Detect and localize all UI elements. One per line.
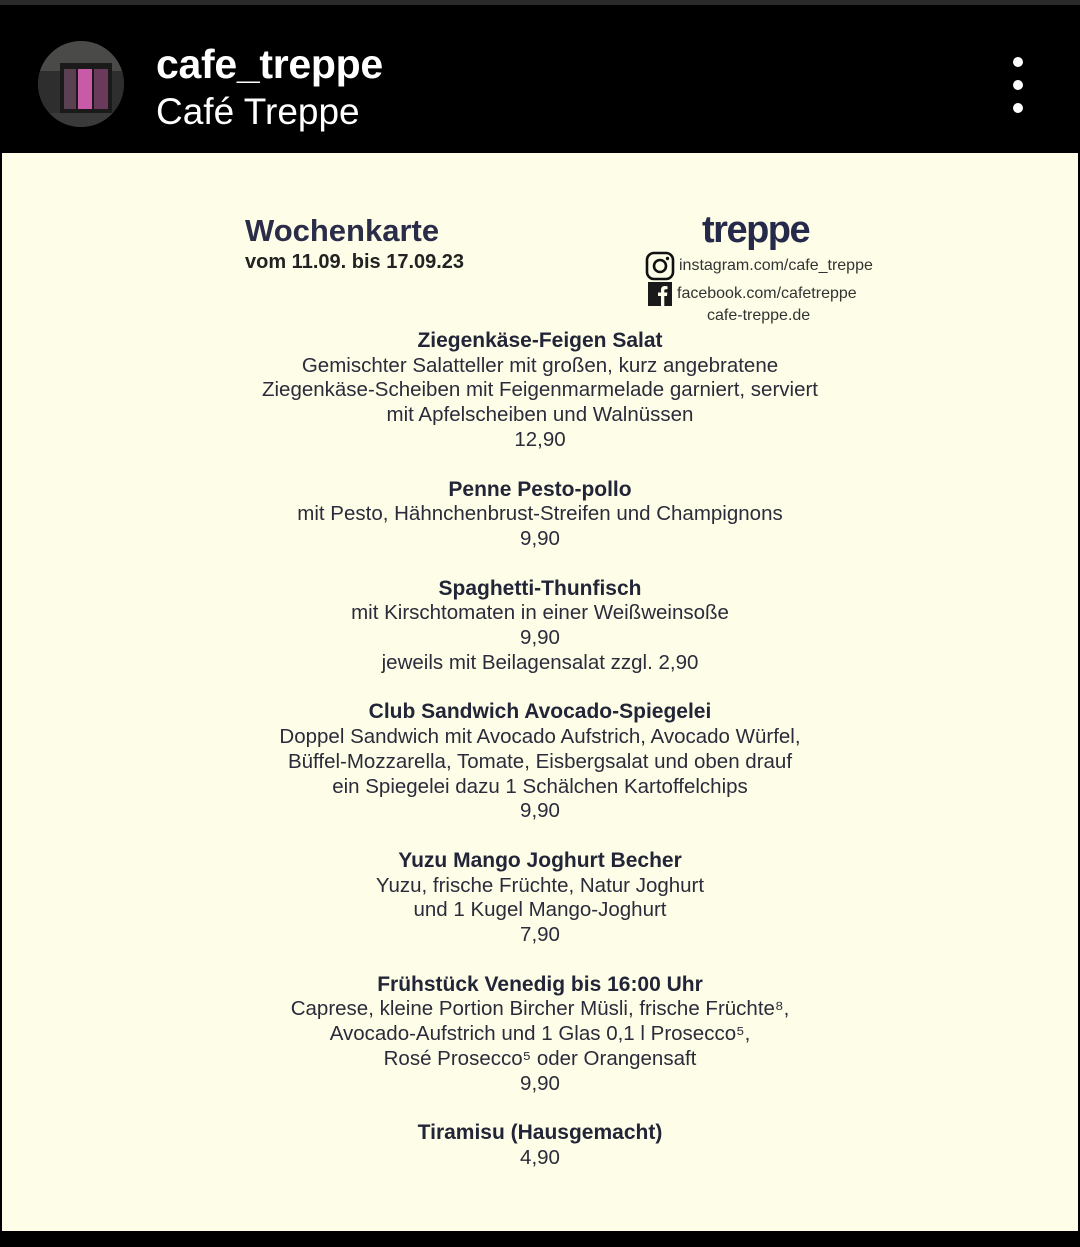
menu-item-price: 9,90 [520, 626, 560, 650]
menu-item-line: Yuzu, frische Früchte, Natur Joghurt [375, 873, 705, 897]
menu-item [2, 329, 1078, 453]
profile-display-name: Café Treppe [156, 91, 360, 132]
menu-dates: vom 11.09. bis 17.09.23 [245, 251, 465, 273]
menu-item-line: und 1 Kugel Mango-Joghurt [413, 898, 667, 922]
menu-title: Wochenkarte [245, 213, 440, 248]
instagram-icon [645, 251, 675, 281]
menu-item-price: 12,90 [514, 427, 566, 451]
menu-item-line: Gemischter Salatteller mit großen, kurz angebratene [301, 353, 779, 377]
bottom-bar [0, 1231, 1080, 1247]
instagram-link: instagram.com/cafe_treppe [679, 257, 873, 274]
menu-item-name: Penne Pesto-pollo [448, 477, 632, 501]
menu-item-line: Doppel Sandwich mit Avocado Aufstrich, Avocado Würfel, [279, 725, 801, 749]
menu-item-name: Frühstück Venedig bis 16:00 Uhr [377, 972, 703, 996]
profile-avatar[interactable] [38, 41, 124, 127]
post-image [2, 153, 1078, 1231]
post-header [0, 0, 1080, 153]
menu-item [2, 849, 1078, 948]
menu-item-name: Club Sandwich Avocado-Spiegelei [368, 700, 712, 724]
menu-item-name: Ziegenkäse-Feigen Salat [417, 329, 663, 352]
storefront-photo-icon [38, 41, 124, 127]
menu-item [2, 1121, 1078, 1170]
menu-item-price: 9,90 [520, 1071, 560, 1095]
menu-item-price: 4,90 [520, 1145, 560, 1169]
menu-item-price: 7,90 [520, 923, 560, 947]
menu-item-name: Yuzu Mango Joghurt Becher [398, 848, 682, 872]
menu-item-line: Caprese, kleine Portion Bircher Müsli, frische Früchte⁸, [290, 997, 790, 1021]
menu-item-line: mit Kirschtomaten in einer Weißweinsoße [351, 601, 729, 625]
menu-item [2, 700, 1078, 824]
facebook-icon [647, 281, 673, 307]
website-link: cafe-treppe.de [707, 307, 811, 324]
cafe-logo: treppe [702, 209, 810, 251]
facebook-link: facebook.com/cafetreppe [677, 285, 857, 302]
menu-item-name: Tiramisu (Hausgemacht) [417, 1121, 663, 1145]
more-options-icon[interactable] [998, 57, 1038, 113]
profile-username[interactable]: cafe_treppe [156, 41, 383, 87]
menu-item-line: Ziegenkäse-Scheiben mit Feigenmarmelade garniert, serviert [261, 378, 819, 402]
menu-item-line: Büffel-Mozzarella, Tomate, Eisbergsalat und oben drauf [287, 749, 793, 773]
menu-item-price: 9,90 [520, 799, 560, 823]
menu-item-line: Rosé Prosecco⁵ oder Orangensaft [383, 1046, 697, 1070]
menu-item-line: jeweils mit Beilagensalat zzgl. 2,90 [381, 650, 699, 674]
menu-item [2, 478, 1078, 552]
menu-item-line: mit Apfelscheiben und Walnüssen [386, 403, 694, 427]
instagram-row [645, 251, 873, 281]
menu-item-price: 9,90 [520, 526, 560, 550]
facebook-row [647, 281, 857, 307]
menu-item-line: Avocado-Aufstrich und 1 Glas 0,1 l Prosecco⁵, [329, 1022, 751, 1046]
menu-item-line: ein Spiegelei dazu 1 Schälchen Kartoffelchips [332, 774, 748, 798]
menu-item-line: mit Pesto, Hähnchenbrust-Streifen und Champignons [297, 502, 783, 526]
menu-items [2, 329, 1078, 1196]
menu-item-name: Spaghetti-Thunfisch [438, 576, 642, 600]
menu-item [2, 577, 1078, 676]
menu-item [2, 973, 1078, 1097]
